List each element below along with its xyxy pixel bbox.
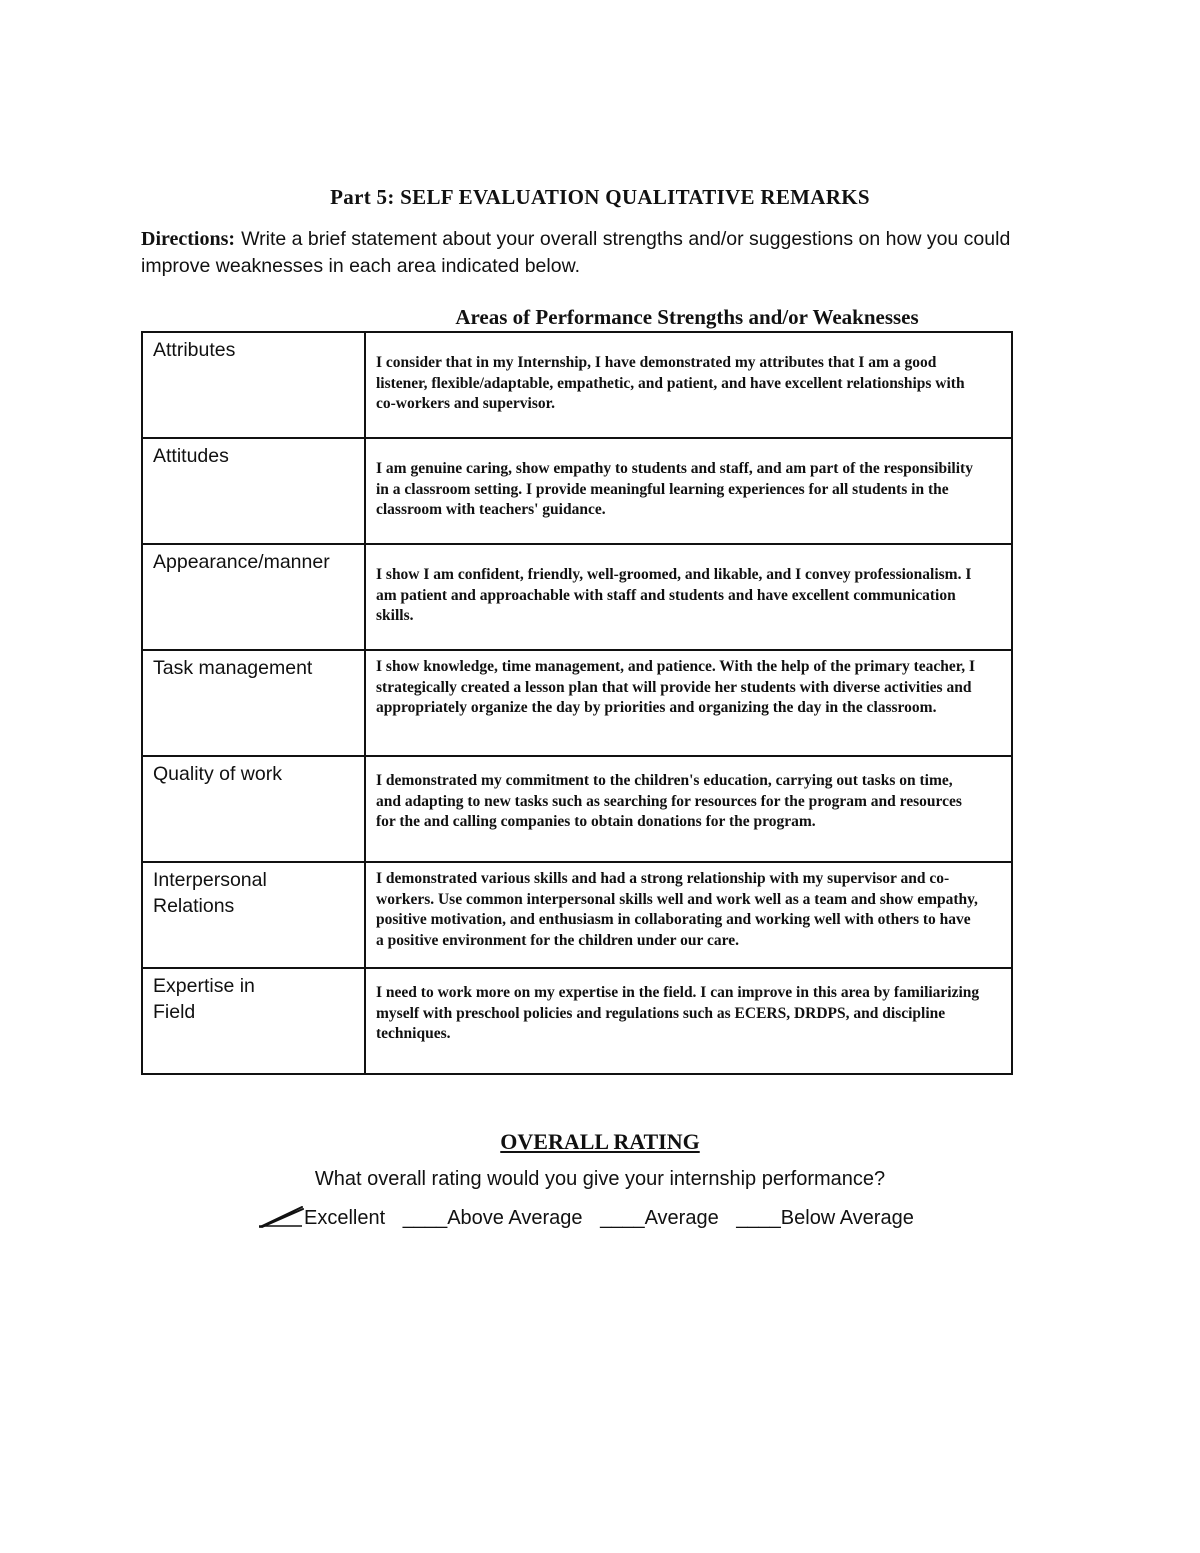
area-cell xyxy=(142,756,365,862)
rating-label: Above Average xyxy=(447,1207,583,1229)
area-name: Interpersonal Relations xyxy=(153,869,267,917)
rating-blank: ____ xyxy=(600,1207,645,1229)
area-remark: I need to work more on my expertise in the field. I can improve in this area by familiarizing myself with preschool policies and regulations such as ECERS, DRDPS, and discipline techniques. xyxy=(376,984,980,1042)
area-cell xyxy=(142,862,365,968)
table-row xyxy=(142,862,1012,968)
area-remark: I demonstrated my commitment to the children's education, carrying out tasks on time, and adapting to new tasks such as searching for resources for the program and resources for the and calling companies to obtain donations for the program. xyxy=(376,772,962,830)
areas-table xyxy=(141,331,1013,1075)
area-remark: I show knowledge, time management, and patience. With the help of the primary teacher, I strategically created a lesson plan that will provide her students with diverse activities and appropriately organize the day by priorities and organizing the day in the classroom. xyxy=(376,658,976,716)
area-remark: I demonstrated various skills and had a strong relationship with my supervisor and co-workers. Use common interpersonal skills well and work well as a team and show empathy, positive motivation, and enthusiasm in collaborating and working well with others to have a positive environment for the children under our care. xyxy=(376,870,978,949)
remark-cell xyxy=(365,968,1012,1074)
handwritten-check-icon xyxy=(258,1206,304,1228)
area-name: Attributes xyxy=(153,339,236,361)
rating-option-average[interactable] xyxy=(600,1207,719,1230)
table-row xyxy=(142,438,1012,544)
area-remark: I consider that in my Internship, I have demonstrated my attributes that I am a good listener, flexible/adaptable, empathetic, and patient, and have excellent relationships with co-workers and supervisor. xyxy=(376,354,965,412)
remark-cell xyxy=(365,650,1012,756)
area-cell xyxy=(142,438,365,544)
table-row xyxy=(142,968,1012,1074)
rating-blank: ____ xyxy=(402,1207,448,1229)
area-cell xyxy=(142,544,365,650)
remark-cell xyxy=(365,756,1012,862)
directions-text: Write a brief statement about your overall strengths and/or suggestions on how you could improve weaknesses in each area indicated below. xyxy=(141,228,1011,277)
remark-cell xyxy=(365,438,1012,544)
rating-label: Excellent xyxy=(304,1207,386,1229)
area-name: Quality of work xyxy=(153,763,282,785)
remark-cell xyxy=(365,332,1012,438)
area-name: Task management xyxy=(153,657,313,679)
rating-label: Below Average xyxy=(780,1207,914,1229)
table-heading: Areas of Performance Strengths and/or Weaknesses xyxy=(455,305,919,329)
table-row xyxy=(142,332,1012,438)
page-title: Part 5: SELF EVALUATION QUALITATIVE REMARKS xyxy=(330,185,870,209)
area-cell xyxy=(142,968,365,1074)
remark-cell xyxy=(365,544,1012,650)
area-name: Attitudes xyxy=(153,445,229,467)
rating-options xyxy=(258,1206,926,1230)
rating-blank: ____ xyxy=(736,1207,781,1229)
table-row xyxy=(142,544,1012,650)
area-remark: I show I am confident, friendly, well-groomed, and likable, and I convey professionalism. I am patient and approachable with staff and students and have excellent communication skills. xyxy=(376,566,972,624)
area-name: Appearance/manner xyxy=(153,551,330,573)
rating-label: Average xyxy=(644,1207,719,1229)
area-name: Expertise in Field xyxy=(153,975,255,1023)
table-row xyxy=(142,756,1012,862)
rating-option-below-average[interactable] xyxy=(736,1207,914,1230)
directions-label: Directions: xyxy=(141,228,236,250)
area-cell xyxy=(142,650,365,756)
table-row xyxy=(142,650,1012,756)
directions xyxy=(141,226,1071,280)
remark-cell xyxy=(365,862,1012,968)
area-cell xyxy=(142,332,365,438)
rating-option-excellent[interactable] xyxy=(258,1206,385,1230)
overall-rating-title: OVERALL RATING xyxy=(500,1129,700,1154)
overall-rating-question: What overall rating would you give your internship performance? xyxy=(314,1168,886,1190)
area-remark: I am genuine caring, show empathy to students and staff, and am part of the responsibility in a classroom setting. I provide meaningful learning experiences for all students in the classroom with teachers' guidance. xyxy=(376,460,973,518)
rating-option-above-average[interactable] xyxy=(403,1207,583,1230)
